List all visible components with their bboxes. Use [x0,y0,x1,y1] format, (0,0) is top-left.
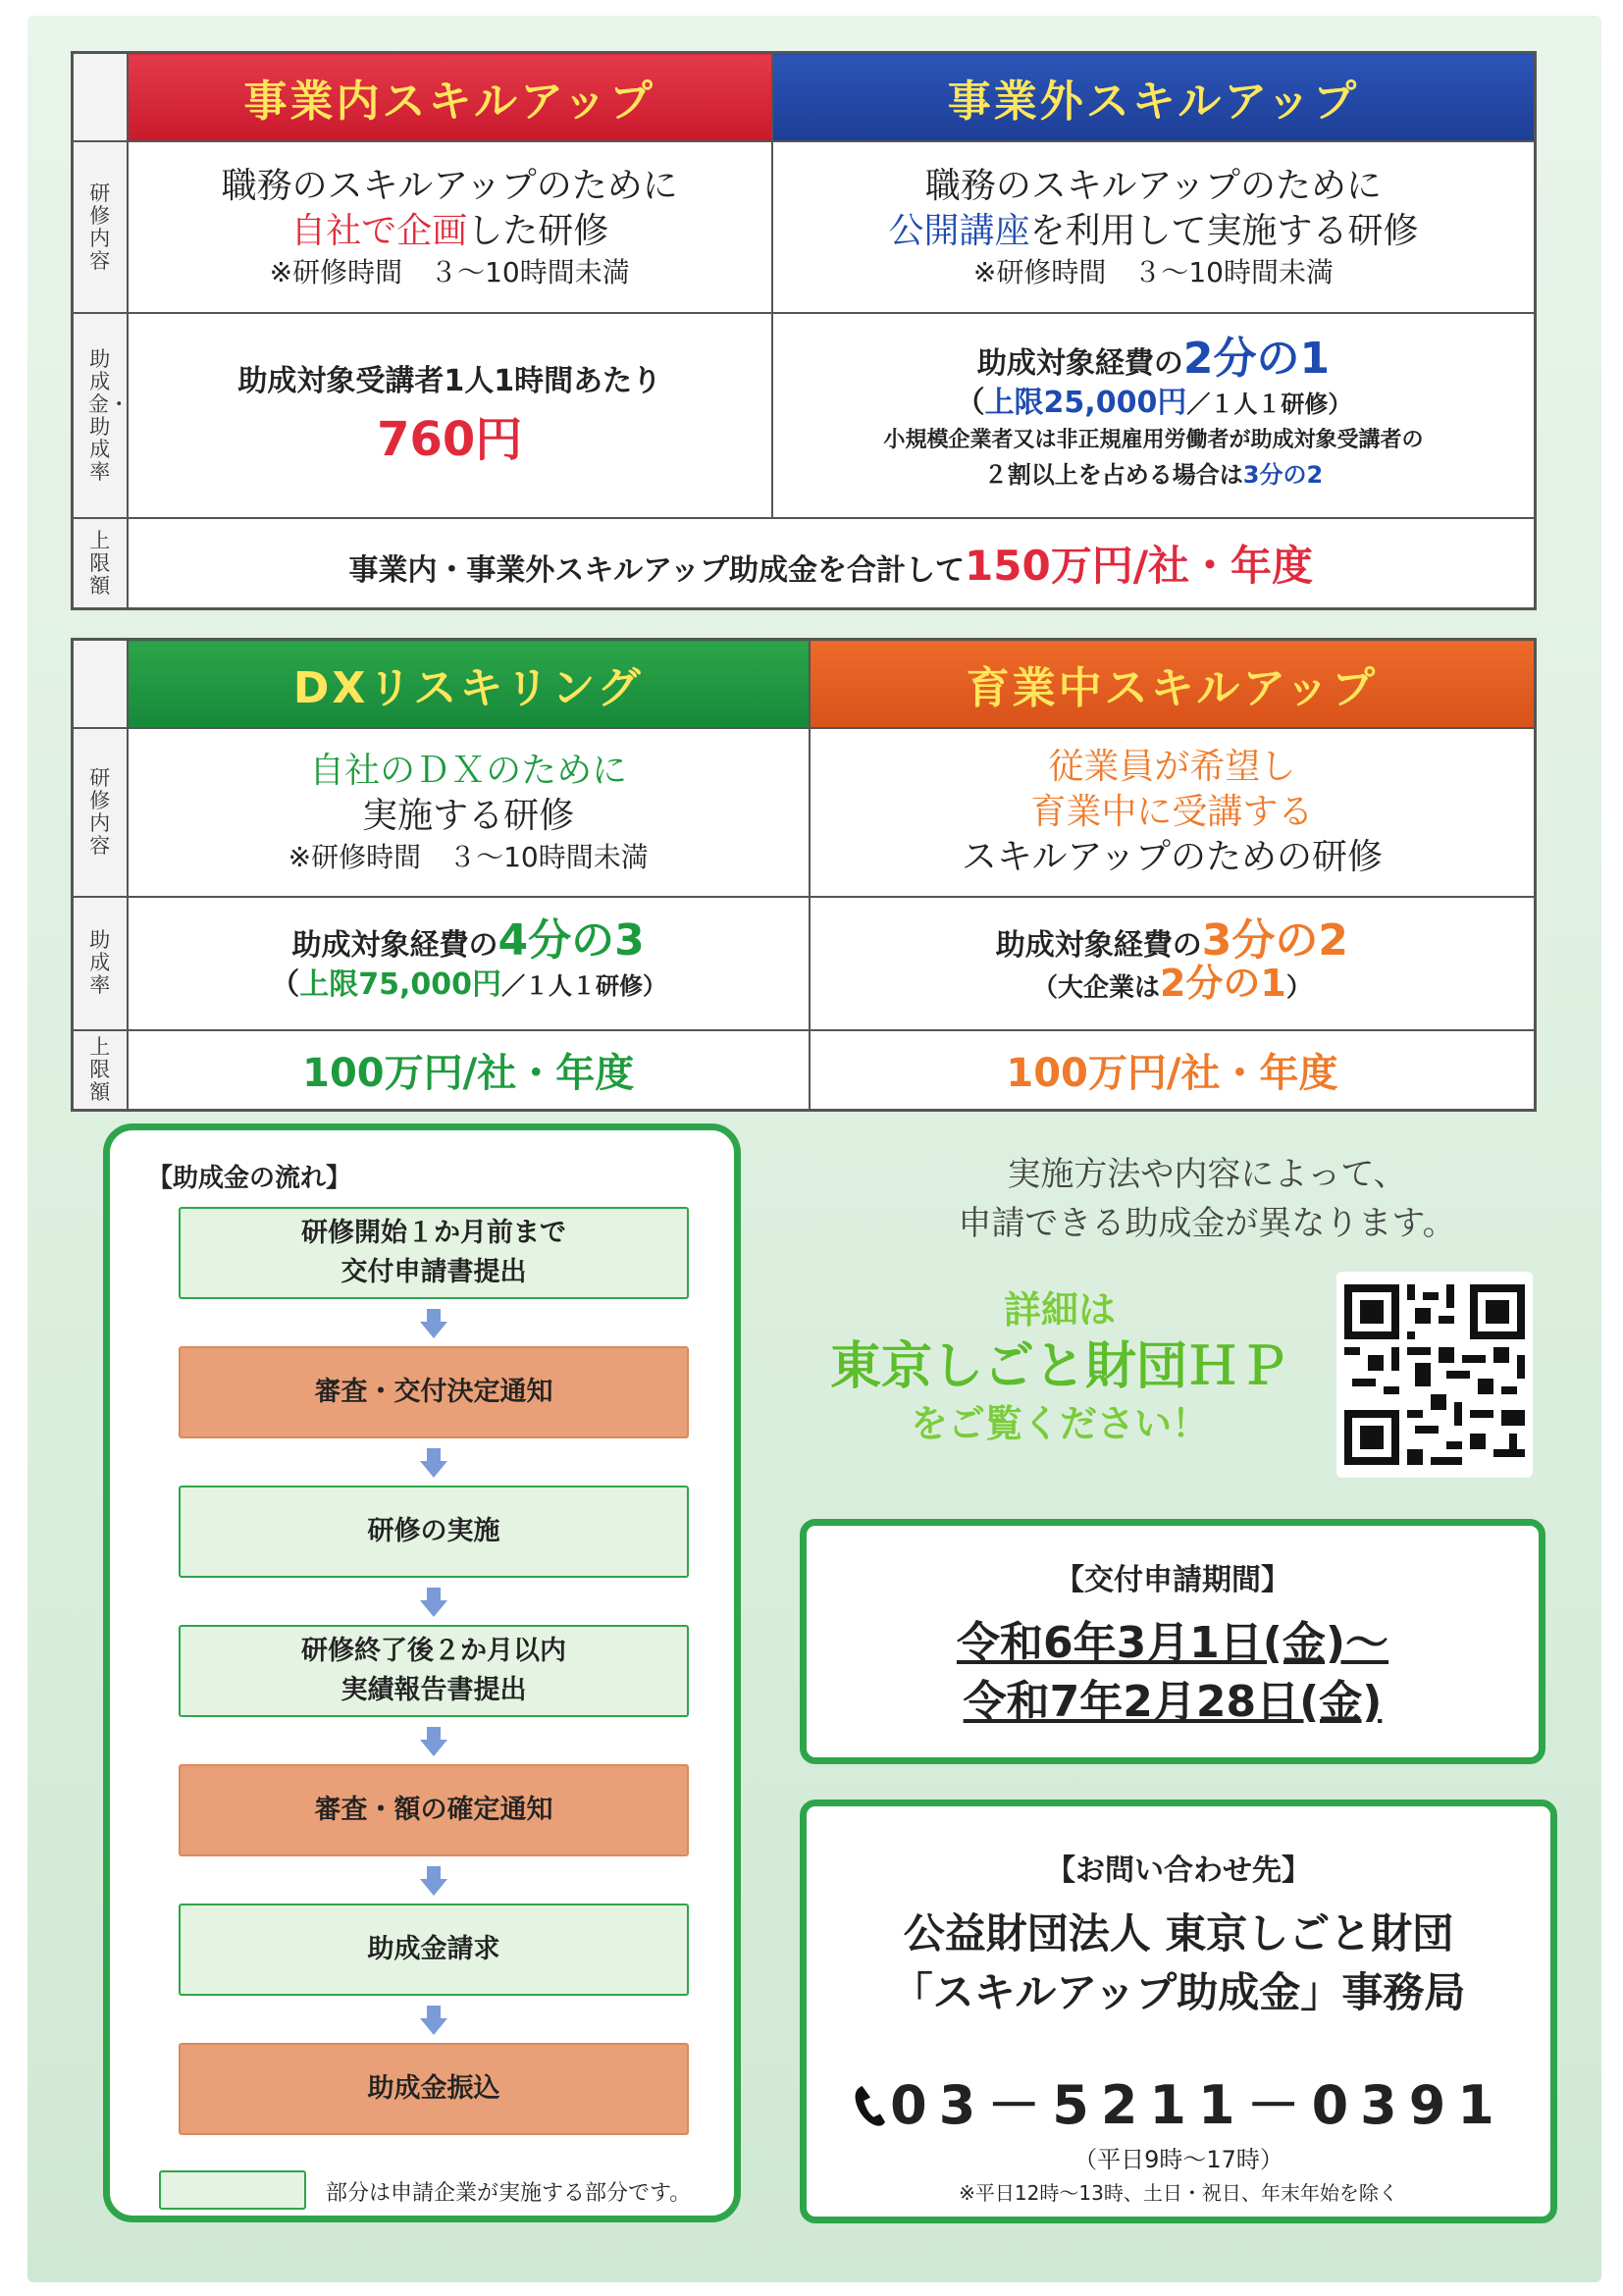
flow-step-training: 研修の実施 [179,1486,689,1578]
contact-panel: 【お問い合わせ先】 公益財団法人 東京しごと財団 「スキルアップ助成金」事務局 03－5211－0391 （平日9時～17時） ※平日12時～13時、土日・祝日、年末年始を除く [800,1800,1557,2223]
ikugyo-limit-cell: 100万円/社・年度 [810,1030,1536,1111]
application-period-panel: 【交付申請期間】 令和6年3月1日(金)～ 令和7年2月28日(金) [800,1519,1545,1764]
flow-title: 【助成金の流れ】 [147,1164,352,1193]
combined-limit-cell: 事業内・事業外スキルアップ助成金を合計して150万円/社・年度 [128,518,1536,608]
flow-step-review-amount: 審査・額の確定通知 [179,1764,689,1856]
row-label-content: 研修内容 [73,728,128,897]
row-label-limit: 上限額 [73,1030,128,1111]
flow-step-application: 研修開始１か月前まで 交付申請書提出 [179,1207,689,1299]
down-arrow-icon [420,1309,447,1338]
header-inside-skillup: 事業内スキルアップ [128,53,772,141]
dx-rate-cell: 助成対象経費の4分の3 （上限75,000円／１人１研修） [128,897,810,1030]
contact-org-name: 公益財団法人 東京しごと財団 [903,1909,1454,1957]
row-label-rate: 助成金・助成率 [73,313,128,518]
dx-content-cell: 自社のＤＸのために 実施する研修 ※研修時間 ３～10時間未満 [128,728,810,897]
flow-step-claim: 助成金請求 [179,1904,689,1996]
row-label-content: 研修内容 [73,141,128,314]
legend-swatch [159,2170,306,2210]
flow-step-review-grant: 審査・交付決定通知 [179,1346,689,1438]
table-corner [73,640,128,728]
legend-text: 部分は申請企業が実施する部分です。 [326,2181,692,2206]
row-label-limit: 上限額 [73,518,128,608]
phone-icon [851,2082,890,2129]
down-arrow-icon [420,2006,447,2035]
contact-phone[interactable]: 03－5211－0391 [807,2063,1550,2139]
qr-code-icon[interactable] [1336,1272,1533,1478]
homepage-callout: 詳細は 東京しごと財団ＨＰ をご覧ください！ [829,1288,1289,1445]
header-dx-reskilling: DXリスキリング [128,640,810,728]
down-arrow-icon [420,1588,447,1617]
row-label-rate: 助成率 [73,897,128,1030]
flow-step-report: 研修終了後２か月以内 実績報告書提出 [179,1625,689,1717]
outside-content-cell: 職務のスキルアップのために 公開講座を利用して実施する研修 ※研修時間 ３～10時間未満 [772,141,1536,314]
inside-rate-cell: 助成対象受講者1人1時間あたり 760円 [128,313,772,518]
flow-step-transfer: 助成金振込 [179,2043,689,2135]
notice-text: 実施方法や内容によって、 申請できる助成金が異なります。 [958,1155,1456,1243]
dx-limit-cell: 100万円/社・年度 [128,1030,810,1111]
down-arrow-icon [420,1448,447,1478]
inside-content-cell: 職務のスキルアップのために 自社で企画した研修 ※研修時間 ３～10時間未満 [128,141,772,314]
ikugyo-rate-cell: 助成対象経費の3分の2 （大企業は2分の1） [810,897,1536,1030]
header-ikugyo-skillup: 育業中スキルアップ [810,640,1536,728]
contact-office-name: 「スキルアップ助成金」事務局 [891,1968,1466,2016]
outside-rate-cell: 助成対象経費の2分の1 （上限25,000円／１人１研修） 小規模企業者又は非正規雇用労働者が助成対象受講者の ２割以上を占める場合は3分の2 [772,313,1536,518]
subsidy-flow-panel [103,1123,741,2222]
ikugyo-content-cell: 従業員が希望し 育業中に受講する スキルアップのための研修 [810,728,1536,897]
subsidy-table-2 [71,638,1537,1112]
header-outside-skillup: 事業外スキルアップ [772,53,1536,141]
table-corner [73,53,128,141]
down-arrow-icon [420,1727,447,1756]
down-arrow-icon [420,1866,447,1896]
subsidy-table-1 [71,51,1537,610]
